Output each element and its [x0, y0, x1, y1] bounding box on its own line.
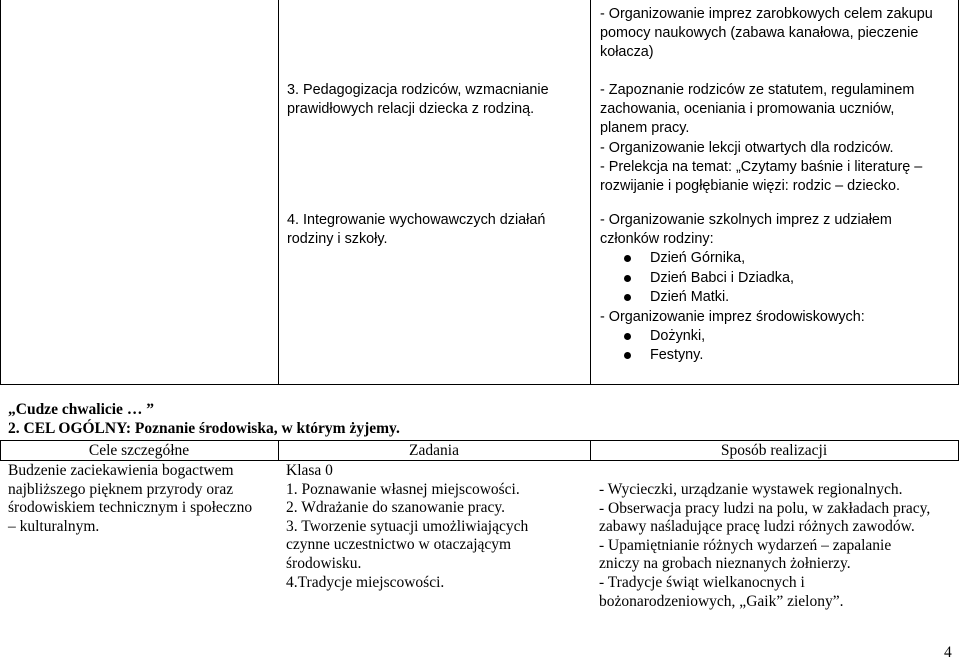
text-line: rodziny i szkoły.: [287, 231, 388, 248]
text-line: kołacza): [600, 44, 654, 61]
text-line: - Prelekcja na temat: „Czytamy baśnie i literaturę –: [600, 158, 923, 175]
text-line: - Organizowanie imprez zarobkowych celem zakupu: [600, 6, 933, 22]
text-line: 4.Tradycje miejscowości.: [286, 573, 445, 591]
list-item: Dożynki,: [600, 327, 955, 346]
text-line: bożonarodzeniowych, „Gaik” zielony”.: [599, 592, 844, 610]
goal-heading: 2. CEL OGÓLNY: Poznanie środowiska, w którym żyjemy.: [8, 420, 400, 437]
list-item: Dzień Górnika,: [600, 249, 955, 268]
row2-left-cell: [287, 211, 587, 249]
row2-right-cell: [600, 211, 955, 366]
text-line: członków rodziny:: [600, 231, 714, 248]
bullet-list-community-events: [600, 327, 955, 366]
text-line: Klasa 0: [286, 462, 333, 479]
text-line: 4. Integrowanie wychowawczych działań: [287, 212, 546, 228]
text-line: - Organizowanie imprez środowiskowych:: [600, 308, 865, 325]
header-zadania: Zadania: [409, 442, 459, 459]
text-line: - Zapoznanie rodziców ze statutem, regulaminem: [600, 82, 915, 98]
cell-cele: [8, 462, 276, 536]
text-line: 1. Poznawanie własnej miejscowości.: [286, 480, 520, 498]
text-line: 3. Tworzenie sytuacji umożliwiających: [286, 517, 529, 535]
text-line: planem pracy.: [600, 120, 690, 137]
text-line: - Obserwacja pracy ludzi na polu, w zakładach pracy,: [599, 499, 931, 517]
row0-right-cell: [600, 5, 955, 63]
text-line: 3. Pedagogizacja rodziców, wzmacnianie: [287, 82, 549, 98]
text-line: - Wycieczki, urządzanie wystawek regionalnych.: [599, 481, 903, 498]
text-line: środowiskiem technicznym i społeczno: [8, 499, 253, 517]
page-number: 4: [944, 644, 952, 661]
list-item: Dzień Babci i Dziadka,: [600, 269, 955, 288]
table-border-left: [0, 0, 1, 385]
text-line: 2. Wdrażanie do szanowanie pracy.: [286, 499, 506, 517]
text-line: - Tradycje świąt wielkanocnych i: [599, 573, 805, 591]
text-line: najbliższego pięknem przyrody oraz: [8, 480, 234, 498]
cell-zadania: [286, 462, 586, 592]
table-border-col1: [278, 0, 279, 385]
table-border-right: [958, 0, 959, 385]
list-item: Festyny.: [600, 346, 955, 365]
text-line: prawidłowych relacji dziecka z rodziną.: [287, 101, 535, 118]
bt-border-header-bottom: [0, 460, 959, 461]
text-line: – kulturalnym.: [8, 517, 100, 535]
text-line: środowisku.: [286, 554, 362, 572]
row1-right-cell: [600, 81, 955, 196]
text-line: Budzenie zaciekawienia bogactwem: [8, 462, 234, 479]
motto-heading: „Cudze chwalicie … ”: [8, 401, 154, 418]
text-line: rozwijanie i pogłębianie więzi: rodzic – dziecko.: [600, 178, 900, 195]
text-line: - Organizowanie lekcji otwartych dla rodziców.: [600, 139, 894, 156]
cell-sposob: [599, 481, 957, 611]
table-border-col2: [590, 0, 591, 385]
text-line: zachowania, oceniania i promowania uczniów,: [600, 101, 895, 118]
text-line: zniczy na grobach nieznanych żołnierzy.: [599, 555, 851, 573]
text-line: pomocy naukowych (zabawa kanałowa, pieczenie: [600, 25, 919, 42]
bt-border-right: [958, 440, 959, 461]
text-line: zabawy naśladujące pracę ludzi różnych zawodów.: [599, 518, 915, 536]
row1-left-cell: [287, 81, 587, 119]
list-item: Dzień Matki.: [600, 288, 955, 307]
header-sposob: Sposób realizacji: [720, 442, 828, 459]
text-line: - Upamiętnianie różnych wydarzeń – zapalanie: [599, 536, 892, 554]
text-line: czynne uczestnictwo w otaczającym: [286, 536, 512, 554]
header-cele: Cele szczegółne: [88, 442, 190, 459]
text-line: - Organizowanie szkolnych imprez z udziałem: [600, 212, 892, 228]
table-border-bottom: [0, 384, 959, 385]
bullet-list-family-events: [600, 249, 955, 307]
